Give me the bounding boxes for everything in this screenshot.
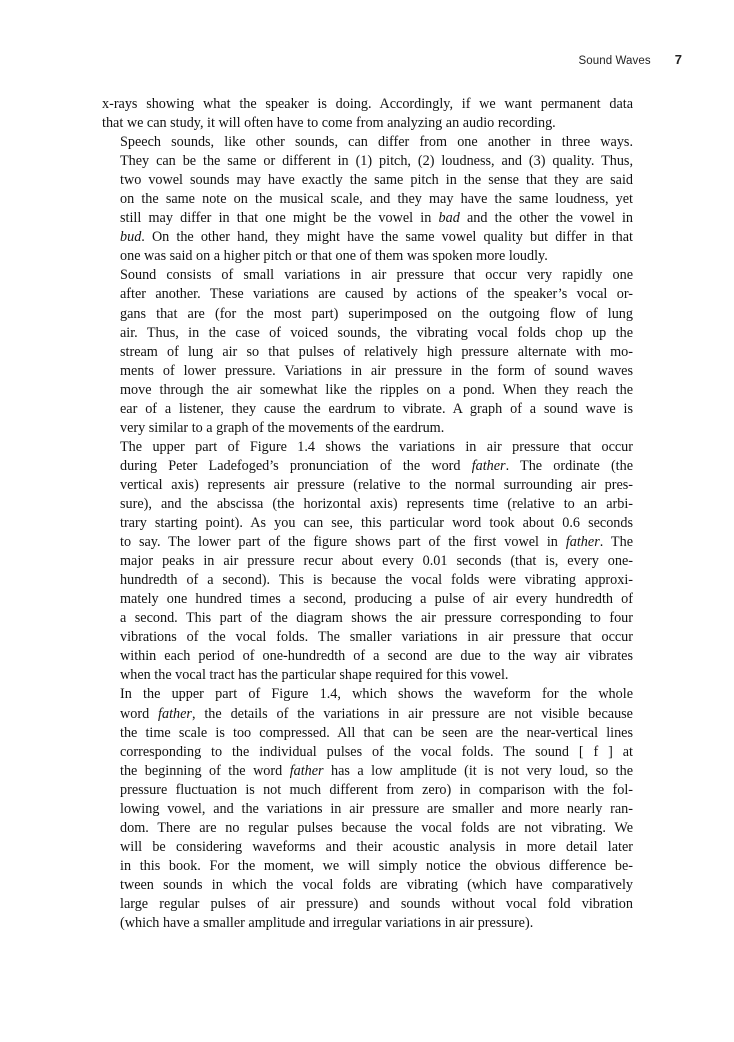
text-line: very similar to a graph of the movements of the eardrum. (120, 419, 445, 436)
text-line: that we can study, it will often have to come from analyzing an audio recording. (102, 115, 556, 132)
text-line: word father, the details of the variations in air pressure are not visible because (120, 705, 633, 722)
text-line: a second. This part of the diagram shows the air pressure corresponding to four (120, 610, 633, 627)
running-head (578, 52, 682, 67)
text-line: x-rays showing what the speaker is doing. Accordingly, if we want permanent data (102, 96, 633, 112)
text-line: corresponding to the individual pulses of the vocal folds. The sound [ f ] at (120, 743, 633, 760)
text-line: lowing vowel, and the variations in air pressure are smaller and more nearly ran- (120, 800, 633, 817)
text-line: during Peter Ladefoged’s pronunciation of the word father. The ordinate (the (120, 457, 634, 474)
running-title: Sound Waves (578, 55, 651, 67)
paragraph (102, 95, 633, 133)
text-line: Speech sounds, like other sounds, can differ from one another in three ways. (120, 134, 633, 151)
text-line: air. Thus, in the case of voiced sounds, the vibrating vocal folds chop up the (120, 324, 633, 341)
text-line: large regular pulses of air pressure) and sounds without vocal fold vibration (120, 895, 633, 912)
text-line: Sound consists of small variations in air pressure that occur very rapidly one (120, 267, 633, 284)
text-line: the beginning of the word father has a low amplitude (it is not very loud, so the (120, 762, 633, 779)
page-number: 7 (674, 52, 682, 67)
text-line: when the vocal tract has the particular shape required for this vowel. (120, 667, 509, 684)
text-line: vibrations of the vocal folds. The smaller variations in air pressure that occur (120, 629, 633, 646)
body-text (102, 95, 633, 933)
text-line: the time scale is too compressed. All that can be seen are the near-vertical lines (120, 724, 633, 741)
text-line: major peaks in air pressure recur about every 0.01 seconds (that is, every one- (120, 553, 633, 570)
text-line: The upper part of Figure 1.4 shows the variations in air pressure that occur (120, 438, 633, 455)
paragraph (102, 266, 633, 437)
text-line: to say. The lower part of the figure shows part of the first vowel in father. The (120, 534, 633, 551)
text-line: gans that are (for the most part) superimposed on the outgoing flow of lung (120, 305, 633, 322)
text-line: pressure fluctuation is not much different from zero) in comparison with the fol- (120, 781, 633, 798)
text-line: on the same note on the musical scale, and they may have the same loudness, yet (120, 191, 633, 208)
text-line: will be considering waveforms and their acoustic analysis in more detail later (120, 838, 633, 855)
text-line: one was said on a higher pitch or that one of them was spoken more loudly. (120, 248, 548, 265)
paragraph (102, 133, 633, 266)
paragraph (102, 685, 633, 933)
text-line: ear of a listener, they cause the eardrum to vibrate. A graph of a sound wave is (120, 400, 633, 417)
text-line: within each period of one-hundredth of a second are due to the way air vibrates (120, 648, 633, 665)
text-line: hundredth of a second). This is because the vocal folds were vibrating approxi- (120, 572, 633, 589)
text-line: tween sounds in which the vocal folds are vibrating (which have comparatively (120, 876, 633, 893)
text-line: still may differ in that one might be the vowel in bad and the other the vowel in (120, 210, 634, 227)
text-line: trary starting point). As you can see, this particular word took about 0.6 seconds (120, 515, 633, 532)
text-line: bud. On the other hand, they might have the same vowel quality but differ in that (120, 229, 633, 246)
text-line: vertical axis) represents air pressure (relative to the normal surrounding air pres- (120, 476, 633, 493)
text-line: (which have a smaller amplitude and irregular variations in air pressure). (120, 915, 534, 932)
text-line: move through the air somewhat like the ripples on a pond. When they reach the (120, 381, 633, 398)
text-line: mately one hundred times a second, producing a pulse of air every hundredth of (120, 591, 633, 608)
paragraph (102, 438, 633, 686)
text-line: sure), and the abscissa (the horizontal axis) represents time (relative to an arbi- (120, 495, 633, 512)
text-line: They can be the same or different in (1) pitch, (2) loudness, and (3) quality. Thus, (120, 153, 633, 170)
text-line: in this book. For the moment, we will simply notice the obvious difference be- (120, 857, 633, 874)
text-line: dom. There are no regular pulses because the vocal folds are not vibrating. We (120, 819, 633, 836)
text-line: In the upper part of Figure 1.4, which shows the waveform for the whole (120, 686, 633, 703)
text-line: ments of lower pressure. Variations in air pressure in the form of sound waves (120, 362, 633, 379)
text-line: stream of lung air so that pulses of relatively high pressure alternate with mo- (120, 343, 633, 360)
text-line: two vowel sounds may have exactly the same pitch in the sense that they are said (120, 172, 633, 189)
text-line: after another. These variations are caused by actions of the speaker’s vocal or- (120, 286, 633, 303)
